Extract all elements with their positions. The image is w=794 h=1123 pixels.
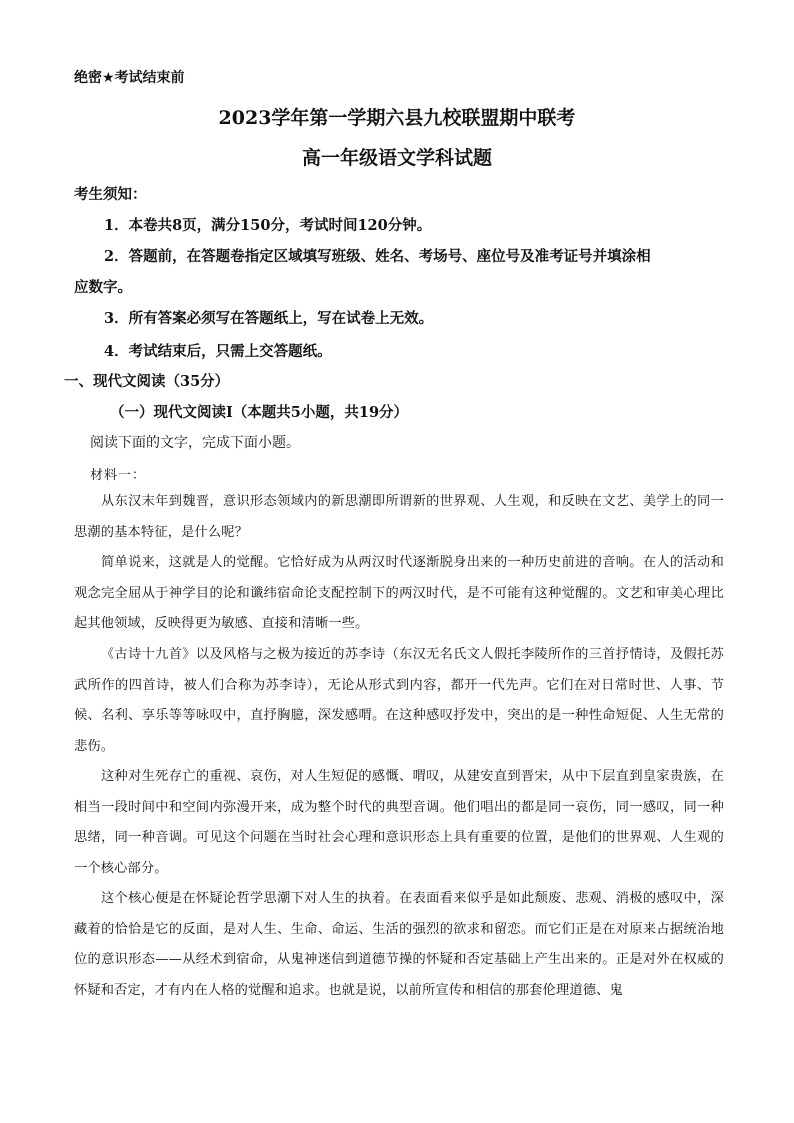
reading-instruction: 阅读下面的文字，完成下面小题。 — [90, 435, 300, 451]
material-label: 材料一： — [90, 468, 147, 483]
paragraph-text: 简单说来，这就是人的觉醒。它恰好成为从两汉时代逐渐脱身出来的一种历史前进的音响。在人的活动和观念完全屈从于神学目的论和谶纬宿命论支配控制下的两汉时代，是不可能有这种觉醒的。文艺和审美心理比起其他领域，反映得更为敏感、直接和清晰一些。 — [74, 555, 724, 631]
passage-paragraph-4 — [74, 762, 724, 884]
paragraph-text: 这种对生死存亡的重视、哀伤，对人生短促的感慨、喟叹，从建安直到晋宋，从中下层直到皇家贵族，在相当一段时间中和空间内弥漫开来，成为整个时代的典型音调。他们唱出的都是同一哀伤，同一感叹，同一种思绪，同一种音调。可见这个问题在当时社会心理和意识形态上具有重要的位置，是他们的世界观、人生观的一个核心部分。 — [74, 769, 724, 876]
confidential-label: 绝密★考试结束前 — [74, 70, 185, 86]
paragraph-text: 《古诗十九首》以及风格与之极为接近的苏李诗（东汉无名氏文人假托李陵所作的三首抒情诗，及假托苏武所作的四首诗，被人们合称为苏李诗），无论从形式到内容，都开一代先声。它们在对日常时世、人事、节候、名利、享乐等等咏叹中，直抒胸臆，深发感喟。在这种感叹抒发中，突出的是一种性命短促、人生无常的悲伤。 — [74, 647, 724, 754]
notice-item-2-continued: 应数字。 — [74, 279, 132, 296]
paragraph-text: 这个核心便是在怀疑论哲学思潮下对人生的执着。在表面看来似乎是如此颓废、悲观、消极的感叹中，深藏着的恰恰是它的反面，是对人生、生命、命运、生活的强烈的欲求和留恋。而它们正是在对原来占据统治地位的意识形态——从经术到宿命，从鬼神迷信到道德节操的怀疑和否定基础上产生出来的。正是对外在权威的怀疑和否定，才有内在人格的觉醒和追求。也就是说，以前所宣传和相信的那套伦理道德、鬼 — [74, 891, 724, 998]
exam-subtitle: 高一年级语文学科试题 — [301, 147, 492, 169]
notice-heading: 考生须知： — [74, 186, 147, 203]
passage-paragraph-5 — [74, 884, 724, 1006]
section-heading: 一、现代文阅读（35分） — [64, 373, 230, 390]
notice-item-3: 3．所有答案必须写在答题纸上，写在试卷上无效。 — [104, 310, 434, 327]
passage-paragraph-2 — [74, 548, 724, 640]
passage-paragraph-1 — [74, 487, 724, 548]
notice-item-4: 4．考试结束后，只需上交答题纸。 — [104, 343, 332, 360]
notice-item-1: 1．本卷共8页，满分150分，考试时间120分钟。 — [104, 217, 432, 234]
notice-item-2: 2．答题前，在答题卷指定区域填写班级、姓名、考场号、座位号及准考证号并填涂相 — [104, 248, 651, 265]
paragraph-text: 从东汉末年到魏晋，意识形态领域内的新思潮即所谓新的世界观、人生观，和反映在文艺、美学上的同一思潮的基本特征，是什么呢？ — [74, 494, 724, 540]
subsection-heading: （一）现代文阅读Ⅰ（本题共5小题，共19分） — [110, 404, 409, 421]
exam-title: 2023学年第一学期六县九校联盟期中联考 — [218, 107, 576, 129]
passage-paragraph-3 — [74, 640, 724, 762]
